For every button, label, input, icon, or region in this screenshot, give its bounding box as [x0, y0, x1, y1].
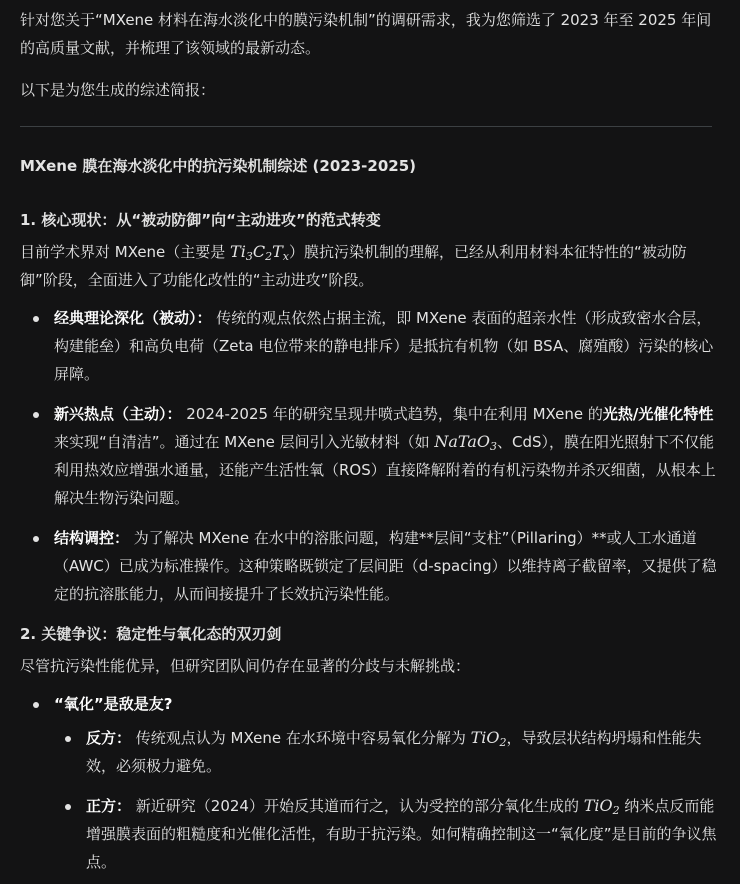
list-item-title: 经典理论深化（被动）：: [54, 309, 212, 327]
question-title: “氧化”是敌是友?: [54, 695, 173, 713]
intro-lead-in: 以下是为您生成的综述简报：: [20, 81, 216, 99]
list-item-text: 来实现“自清洁”。通过在 MXene 层间引入光敏材料（如: [54, 433, 435, 451]
list-item-title: 结构调控：: [54, 529, 130, 547]
section-divider: [20, 126, 712, 127]
formula-tio2: TiO$_2$: [583, 796, 620, 817]
sub-item-title: 正方：: [86, 797, 132, 815]
report-title: MXene 膜在海水淡化中的抗污染机制综述 (2023-2025): [20, 157, 416, 175]
list-item-text: 2024-2025 年的研究呈现井喷式趋势，集中在利用 MXene 的: [181, 405, 603, 423]
controversy-list: [20, 690, 720, 876]
section-heading-core-status: 1. 核心现状：从“被动防御”向“主动进攻”的范式转变: [20, 211, 381, 229]
section-heading-controversy: 2. 关键争议：稳定性与氧化态的双刃剑: [20, 625, 282, 643]
sub-item-title: 反方：: [86, 729, 132, 747]
formula-tio2: TiO$_2$: [470, 728, 507, 749]
sub-item-text: ，导致层状结构坍塌和性能失效，必须极力避免。: [86, 729, 702, 775]
list-item-text: 传统的观点依然占据主流，即 MXene 表面的超亲水性（形成致密水合层，构建能垒）和高负电荷（Zeta 电位带来的静电排斥）是抵抗有机物（如 BSA、腐殖酸）污染的核心屏障。: [54, 309, 714, 383]
list-item-text: 为了解决 MXene 在水中的溶胀问题，构建**层间“支柱”（Pillaring）**或人工水通道（AWC）已成为标准操作。这种策略既锁定了层间距（d-spacing）以维持离子截留率，又提供了稳定的抗溶胀能力，从而间接提升了长效抗污染性能。: [54, 529, 717, 603]
list-item-title: 新兴热点（主动）：: [54, 405, 182, 423]
intro-paragraph: 针对您关于“MXene 材料在海水淡化中的膜污染机制”的调研需求，我为您筛选了 2023 年至 2025 年间的高质量文献，并梳理了该领域的最新动态。: [20, 11, 712, 57]
highlight-text: 光热/光催化特性: [602, 405, 714, 423]
list-item-text: 、CdS），膜在阳光照射下不仅能利用热效应增强水通量，还能产生活性氧（ROS）直接降解附着的有机污染物并杀灭细菌，从根本上解决生物污染问题。: [54, 433, 716, 507]
list-item: [54, 690, 720, 876]
sub-item-text: 纳米点反而能增强膜表面的粗糙度和光催化活性，有助于抗污染。如何精确控制这一“氧化度”是目前的争议焦点。: [86, 797, 717, 871]
controversy-sub-list: [54, 724, 720, 876]
section-controversy: [20, 620, 720, 876]
intro-text-post: ）膜抗污染机制的理解，已经从利用材料本征特性的“被动防御”阶段，全面进入了功能化改性的“主动进攻”阶段。: [20, 243, 687, 289]
list-item: [54, 400, 720, 512]
intro-text-pre: 目前学术界对 MXene（主要是: [20, 243, 231, 261]
formula-mxene: $Ti_3C_2T_x$: [230, 242, 289, 263]
section-intro-core-status: [20, 238, 720, 294]
list-item: [54, 524, 720, 608]
formula-natao3: NaTaO$_3$: [434, 432, 497, 453]
sub-item-text: 新近研究（2024）开始反其道而行之，认为受控的部分氧化生成的: [131, 797, 584, 815]
core-status-list: [20, 304, 720, 608]
list-item: [54, 304, 720, 388]
sub-item-text: 传统观点认为 MXene 在水环境中容易氧化分解为: [131, 729, 471, 747]
sub-list-item: [86, 792, 720, 876]
sub-list-item: [86, 724, 720, 780]
section-intro-controversy: 尽管抗污染性能优异，但研究团队间仍存在显著的分歧与未解挑战：: [20, 657, 471, 675]
